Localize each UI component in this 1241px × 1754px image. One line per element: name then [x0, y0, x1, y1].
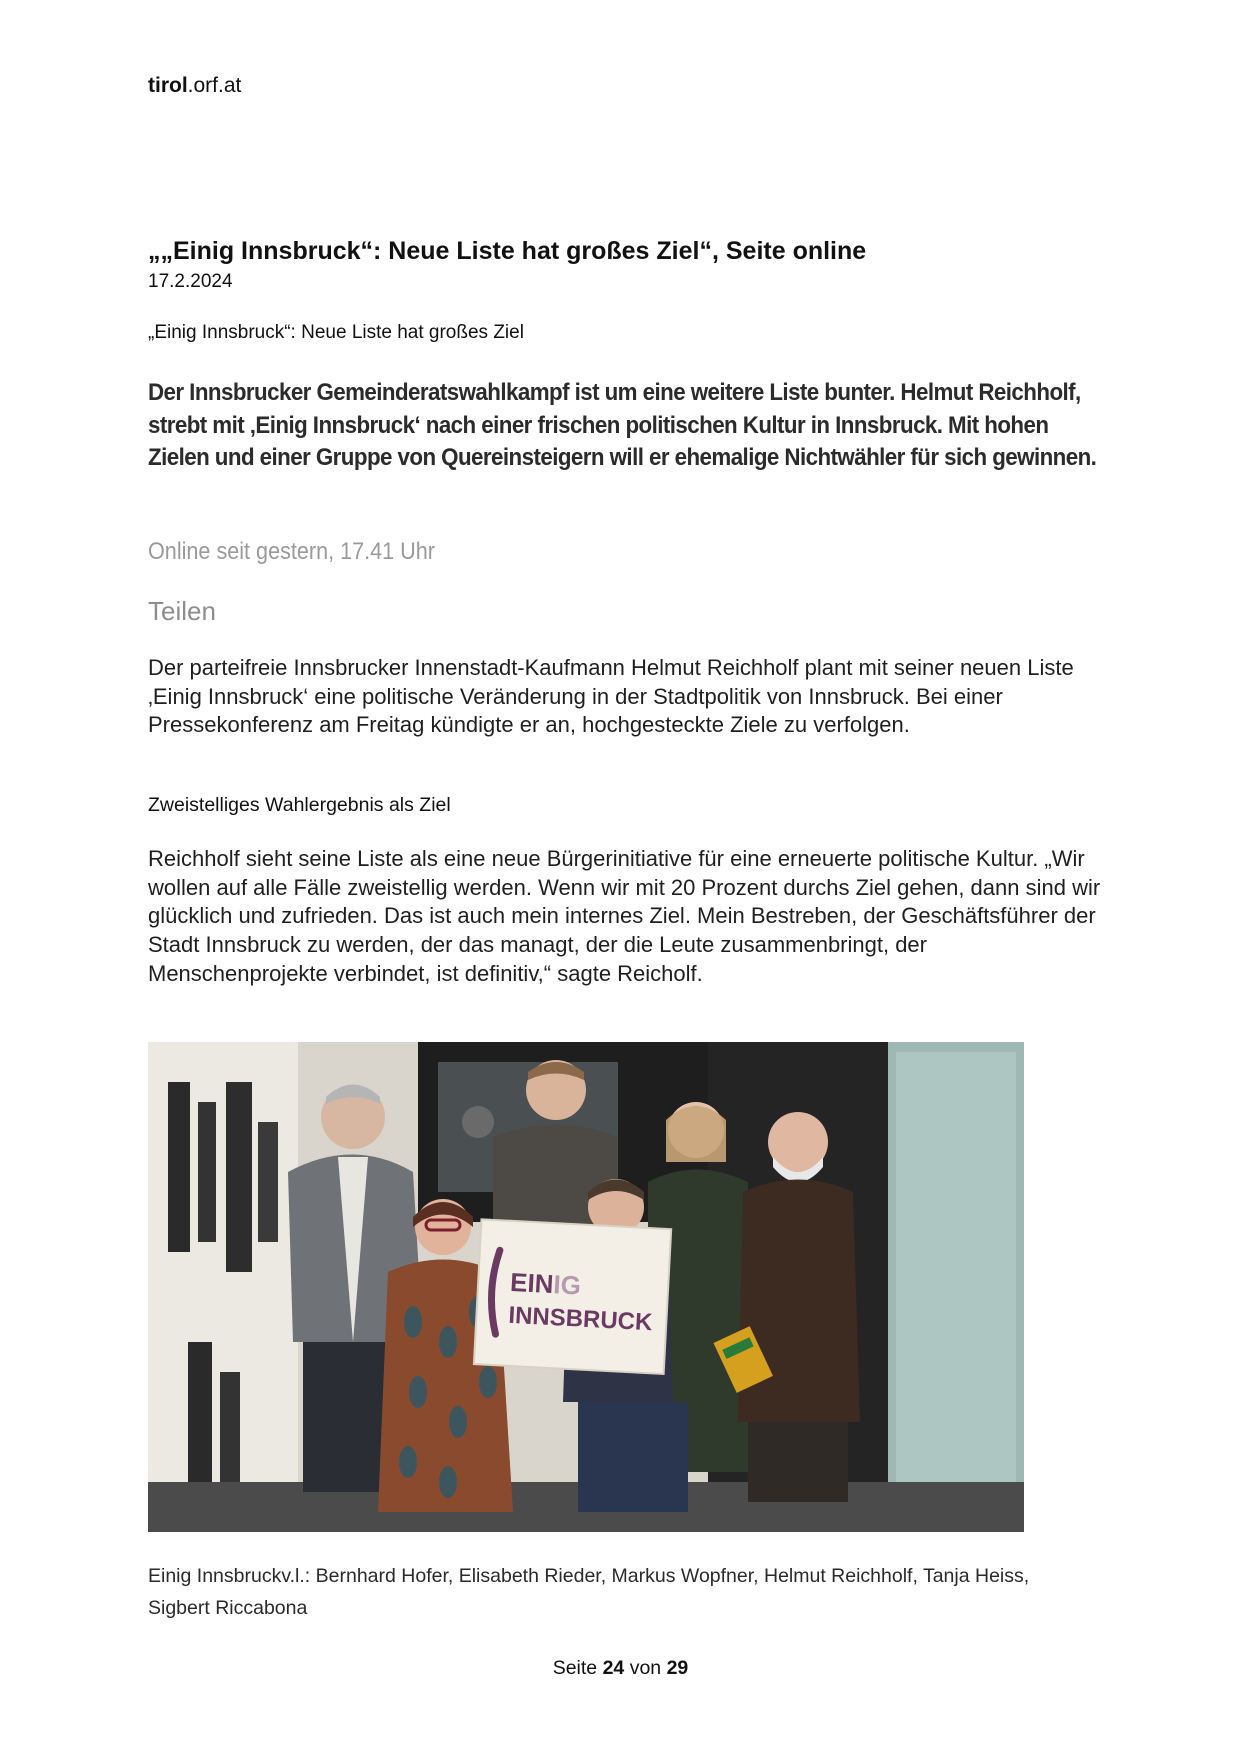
source-label: [148, 74, 241, 98]
group-photo-illustration: [148, 1042, 1024, 1532]
source-rest: .orf.at: [187, 74, 242, 97]
footer-prefix: Seite: [552, 1657, 598, 1679]
share-link[interactable]: Teilen: [148, 596, 216, 626]
article-kicker: „Einig Innsbruck“: Neue Liste hat großes Ziel: [148, 322, 524, 343]
article-timestamp: Online seit gestern, 17.41 Uhr: [148, 538, 435, 565]
source-bold: tirol: [148, 74, 188, 97]
footer-middle: von: [629, 1657, 662, 1679]
article-subheading: Zweistelliges Wahlergebnis als Ziel: [148, 794, 451, 816]
article-paragraph-1: Der parteifreie Innsbrucker Innenstadt-Kaufmann Helmut Reichholf plant mit seiner neuen Liste ‚Einig Innsbruck‘ eine politische Veränderung in der Stadtpolitik von Innsbruck. Bei einer Pressekonferenz am Freitag kündigte er an, hochgesteckte Ziele zu verfolgen.: [148, 655, 1074, 738]
document-title: „„Einig Innsbruck“: Neue Liste hat großes Ziel“, Seite online: [148, 237, 867, 265]
article-photo: [148, 1042, 1024, 1532]
sign-text-ein: EIN: [509, 1266, 555, 1300]
svg-text:EINIG: [509, 1267, 581, 1301]
document-date: 17.2.2024: [148, 271, 233, 292]
article-lead: Der Innsbrucker Gemeinderatswahlkampf ist um eine weitere Liste bunter. Helmut Reichholf, strebt mit ‚Einig Innsbruck‘ nach einer frischen politischen Kultur in Innsbruck. Mit hohen Zielen und einer Gruppe von Quereinsteigern will er ehemalige Nichtwähler für sich gewinnen.: [148, 379, 1097, 471]
article-paragraph-2: Reichholf sieht seine Liste als eine neue Bürgerinitiative für eine erneuerte politische Kultur. „Wir wollen auf alle Fälle zweistellig werden. Wenn wir mit 20 Prozent durchs Ziel gehen, dann sind wir glücklich und zufrieden. Das ist auch mein internes Ziel. Mein Bestreben, der Geschäftsführer der Stadt Innsbruck zu werden, der das managt, der die Leute zusammenbringt, der Menschenprojekte verbindet, ist definitiv,“ sagte Reicholf.: [148, 846, 1101, 986]
sign-text-innsbruck: INNSBRUCK: [507, 1301, 653, 1337]
photo-caption: Einig Innsbruckv.l.: Bernhard Hofer, Elisabeth Rieder, Markus Wopfner, Helmut Reichholf, Tanja Heiss, Sigbert Riccabona: [148, 1565, 1030, 1619]
footer-page-number: 24: [602, 1657, 625, 1679]
sign-text-ig: IG: [552, 1269, 582, 1301]
page-footer: [0, 1657, 1241, 1680]
footer-total-pages: 29: [666, 1657, 689, 1679]
